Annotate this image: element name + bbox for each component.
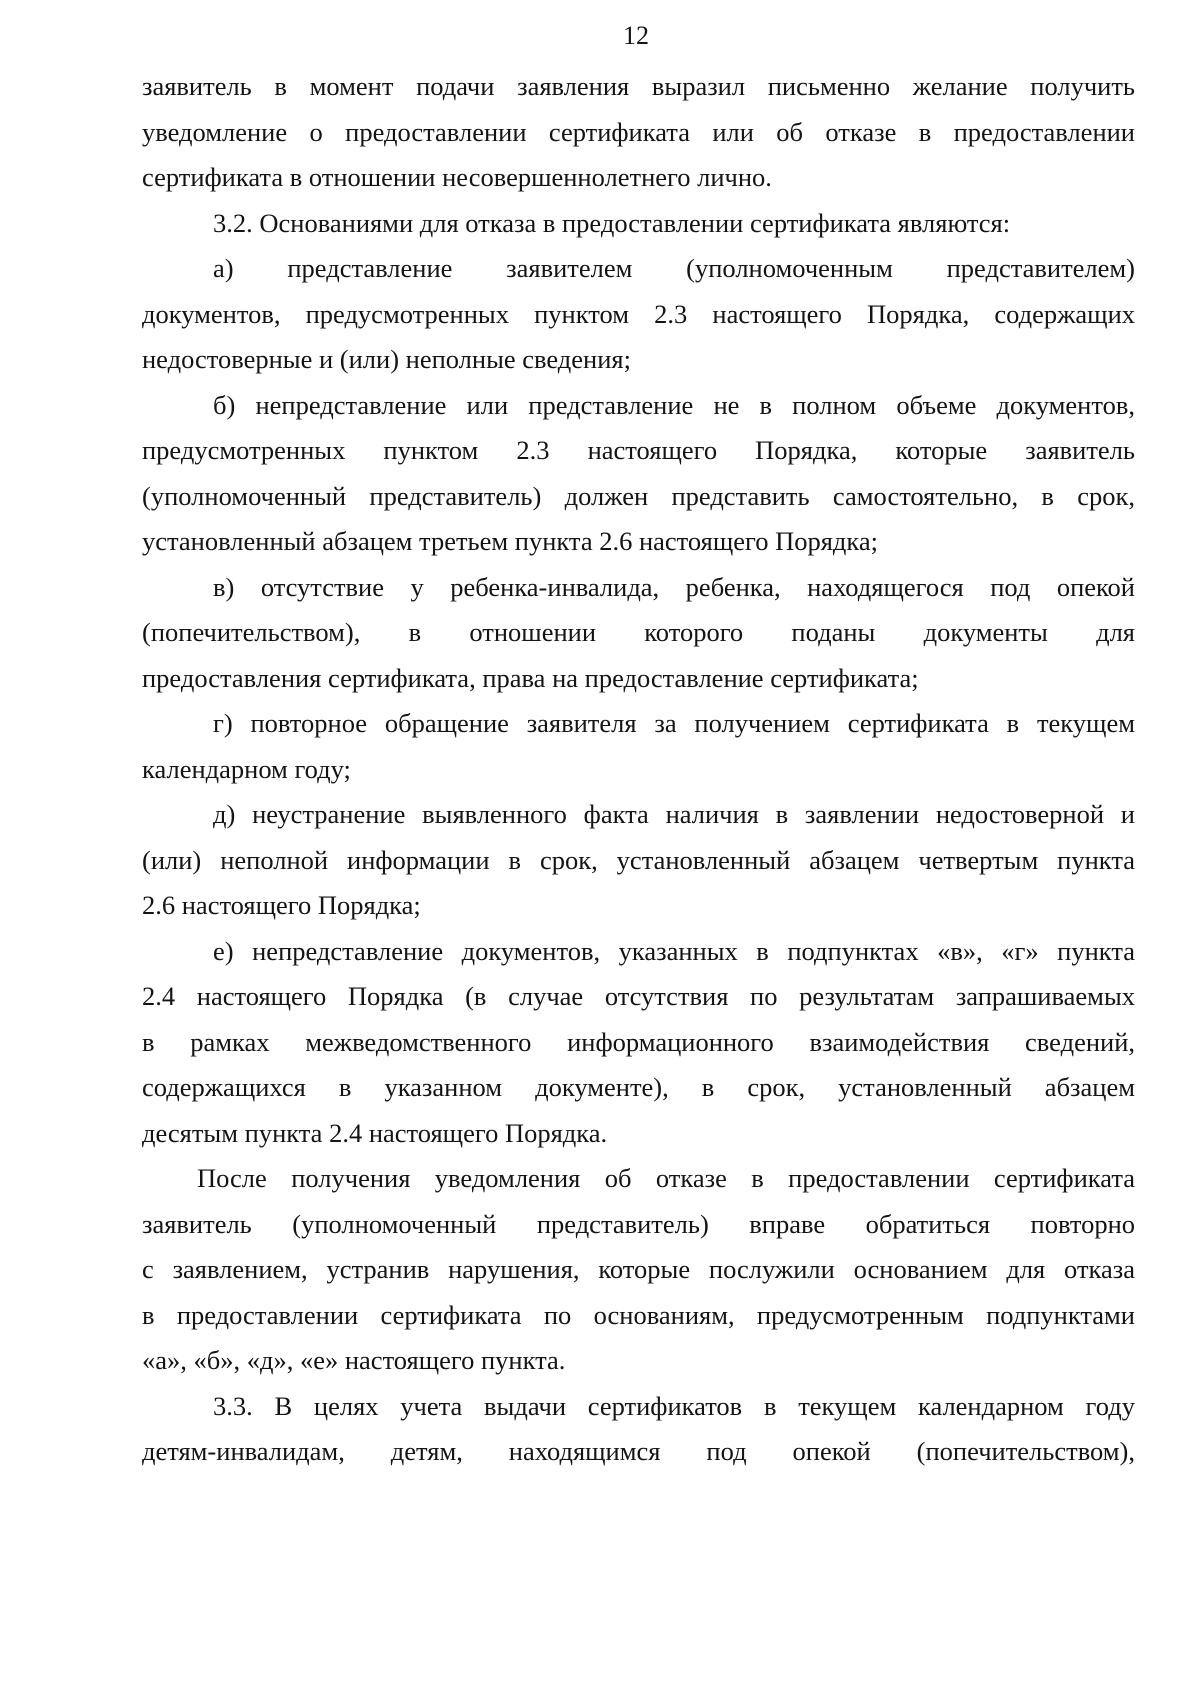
text-line: а) представление заявителем (уполномоченным представителем) bbox=[213, 253, 1135, 283]
text-line: с заявлением, устранив нарушения, которые послужили основанием для отказа bbox=[142, 1254, 1135, 1284]
text-line: в предоставлении сертификата по основаниям, предусмотренным подпунктами bbox=[142, 1300, 1135, 1330]
text-line: 3.2. Основаниями для отказа в предоставлении сертификата являются: bbox=[213, 208, 1011, 238]
text-line: предоставления сертификата, права на предоставление сертификата; bbox=[142, 663, 919, 693]
text-line: е) непредставление документов, указанных в подпунктах «в», «г» пункта bbox=[213, 936, 1135, 966]
text-line: заявитель в момент подачи заявления выразил письменно желание получить bbox=[142, 71, 1135, 101]
text-line: документов, предусмотренных пунктом 2.3 настоящего Порядка, содержащих bbox=[142, 299, 1135, 329]
text-line: б) непредставление или представление не в полном объеме документов, bbox=[213, 390, 1135, 420]
text-line: календарном году; bbox=[142, 754, 351, 784]
page-number: 12 bbox=[623, 21, 649, 50]
text-line: в рамках межведомственного информационного взаимодействия сведений, bbox=[142, 1027, 1135, 1057]
text-line: 2.6 настоящего Порядка; bbox=[142, 890, 421, 920]
text-line: предусмотренных пунктом 2.3 настоящего Порядка, которые заявитель bbox=[142, 435, 1135, 465]
text-line: содержащихся в указанном документе), в срок, установленный абзацем bbox=[142, 1072, 1135, 1102]
text-line: детям-инвалидам, детям, находящимся под опекой (попечительством), bbox=[142, 1436, 1135, 1466]
text-line: (или) неполной информации в срок, установленный абзацем четвертым пункта bbox=[142, 845, 1135, 875]
text-line: г) повторное обращение заявителя за получением сертификата в текущем bbox=[213, 708, 1135, 738]
text-line: уведомление о предоставлении сертификата или об отказе в предоставлении bbox=[142, 117, 1135, 147]
text-line: заявитель (уполномоченный представитель) вправе обратиться повторно bbox=[142, 1209, 1135, 1239]
text-line: д) неустранение выявленного факта наличия в заявлении недостоверной и bbox=[213, 799, 1135, 829]
text-line: в) отсутствие у ребенка-инвалида, ребенка, находящегося под опекой bbox=[213, 572, 1135, 602]
text-line: (попечительством), в отношении которого поданы документы для bbox=[142, 617, 1135, 647]
text-line: сертификата в отношении несовершеннолетнего лично. bbox=[142, 162, 772, 192]
text-line: десятым пункта 2.4 настоящего Порядка. bbox=[142, 1118, 608, 1148]
text-line: «а», «б», «д», «е» настоящего пункта. bbox=[142, 1345, 566, 1375]
text-line: 2.4 настоящего Порядка (в случае отсутствия по результатам запрашиваемых bbox=[142, 981, 1135, 1011]
text-line: недостоверные и (или) неполные сведения; bbox=[142, 344, 631, 374]
text-line: После получения уведомления об отказе в предоставлении сертификата bbox=[197, 1163, 1135, 1193]
text-line: (уполномоченный представитель) должен представить самостоятельно, в срок, bbox=[142, 481, 1135, 511]
text-line: установленный абзацем третьем пункта 2.6 настоящего Порядка; bbox=[142, 526, 878, 556]
text-line: 3.3. В целях учета выдачи сертификатов в текущем календарном году bbox=[213, 1391, 1135, 1421]
